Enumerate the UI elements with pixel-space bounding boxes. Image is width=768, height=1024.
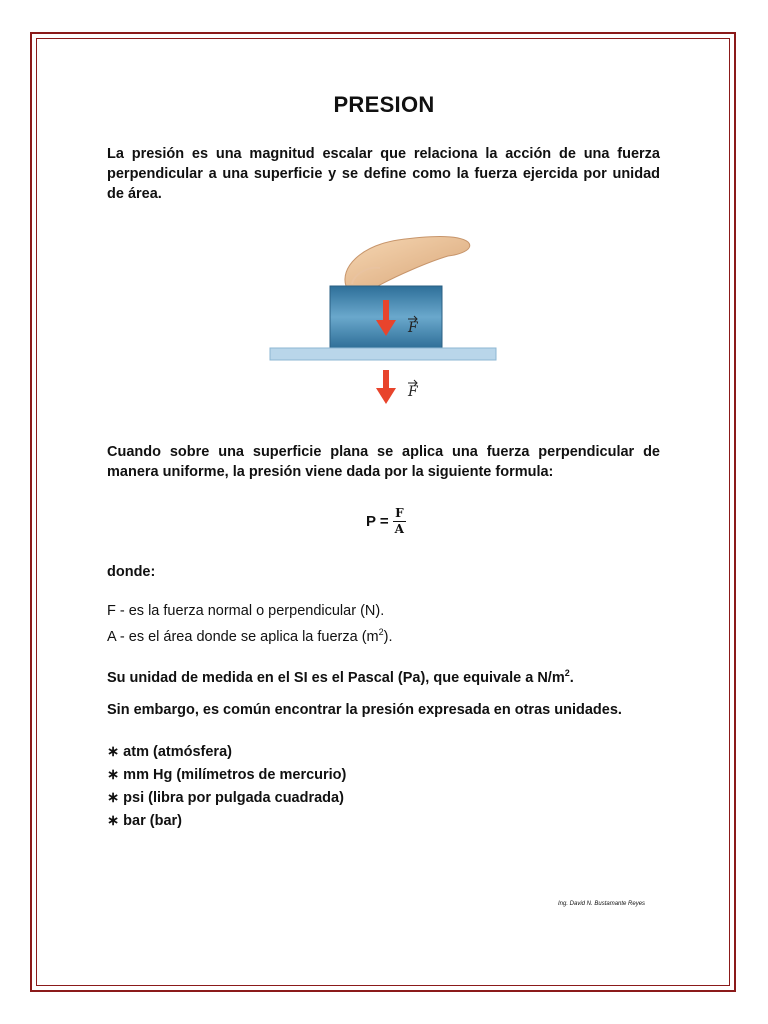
si-unit-end: . <box>569 669 574 686</box>
definition-a-end: ). <box>383 628 393 645</box>
definition-f: F - es la fuerza normal o perpendicular (N). <box>107 603 385 619</box>
si-unit-superscript: 2 <box>564 668 570 678</box>
definition-a-superscript: 2 <box>378 627 384 637</box>
definition-a-text: A - es el área donde se aplica la fuerza (m <box>107 628 379 645</box>
formula-denominator: A <box>394 521 404 536</box>
formula-numerator: F <box>395 505 404 520</box>
force-arrow-below-icon <box>376 370 396 404</box>
si-unit-text: Su unidad de medida en el SI es el Pascal (Pa), que equivale a N/m <box>107 669 565 686</box>
pressure-formula <box>366 500 406 542</box>
force-label-bottom: F <box>408 384 418 400</box>
formula-fraction <box>393 506 406 537</box>
definition-a <box>107 622 393 647</box>
units-list-item: ∗ mm Hg (milímetros de mercurio) <box>107 767 347 783</box>
formula-intro-paragraph: Cuando sobre una superficie plana se aplica una fuerza perpendicular de manera uniforme, la presión viene dada por la siguiente formula: <box>107 444 660 480</box>
pressure-illustration <box>268 228 500 412</box>
author-signature: Ing. David N. Bustamante Reyes <box>558 901 646 907</box>
donde-label: donde: <box>107 564 156 580</box>
units-list-item: ∗ atm (atmósfera) <box>107 744 232 760</box>
definition-paragraph: La presión es una magnitud escalar que relaciona la acción de una fuerza perpendicular a una superficie y se define como la fuerza ejercida por unidad de área. <box>107 146 660 202</box>
page-title: PRESION <box>333 92 435 117</box>
si-unit-line <box>107 663 574 688</box>
finger-icon <box>345 237 470 287</box>
formula-lhs: P = <box>366 512 389 530</box>
other-units-intro: Sin embargo, es común encontrar la presión expresada en otras unidades. <box>107 702 622 718</box>
force-label-top: F <box>408 320 418 336</box>
units-list-item: ∗ psi (libra por pulgada cuadrada) <box>107 790 344 806</box>
units-list-item: ∗ bar (bar) <box>107 813 182 829</box>
surface-shape <box>270 348 496 360</box>
